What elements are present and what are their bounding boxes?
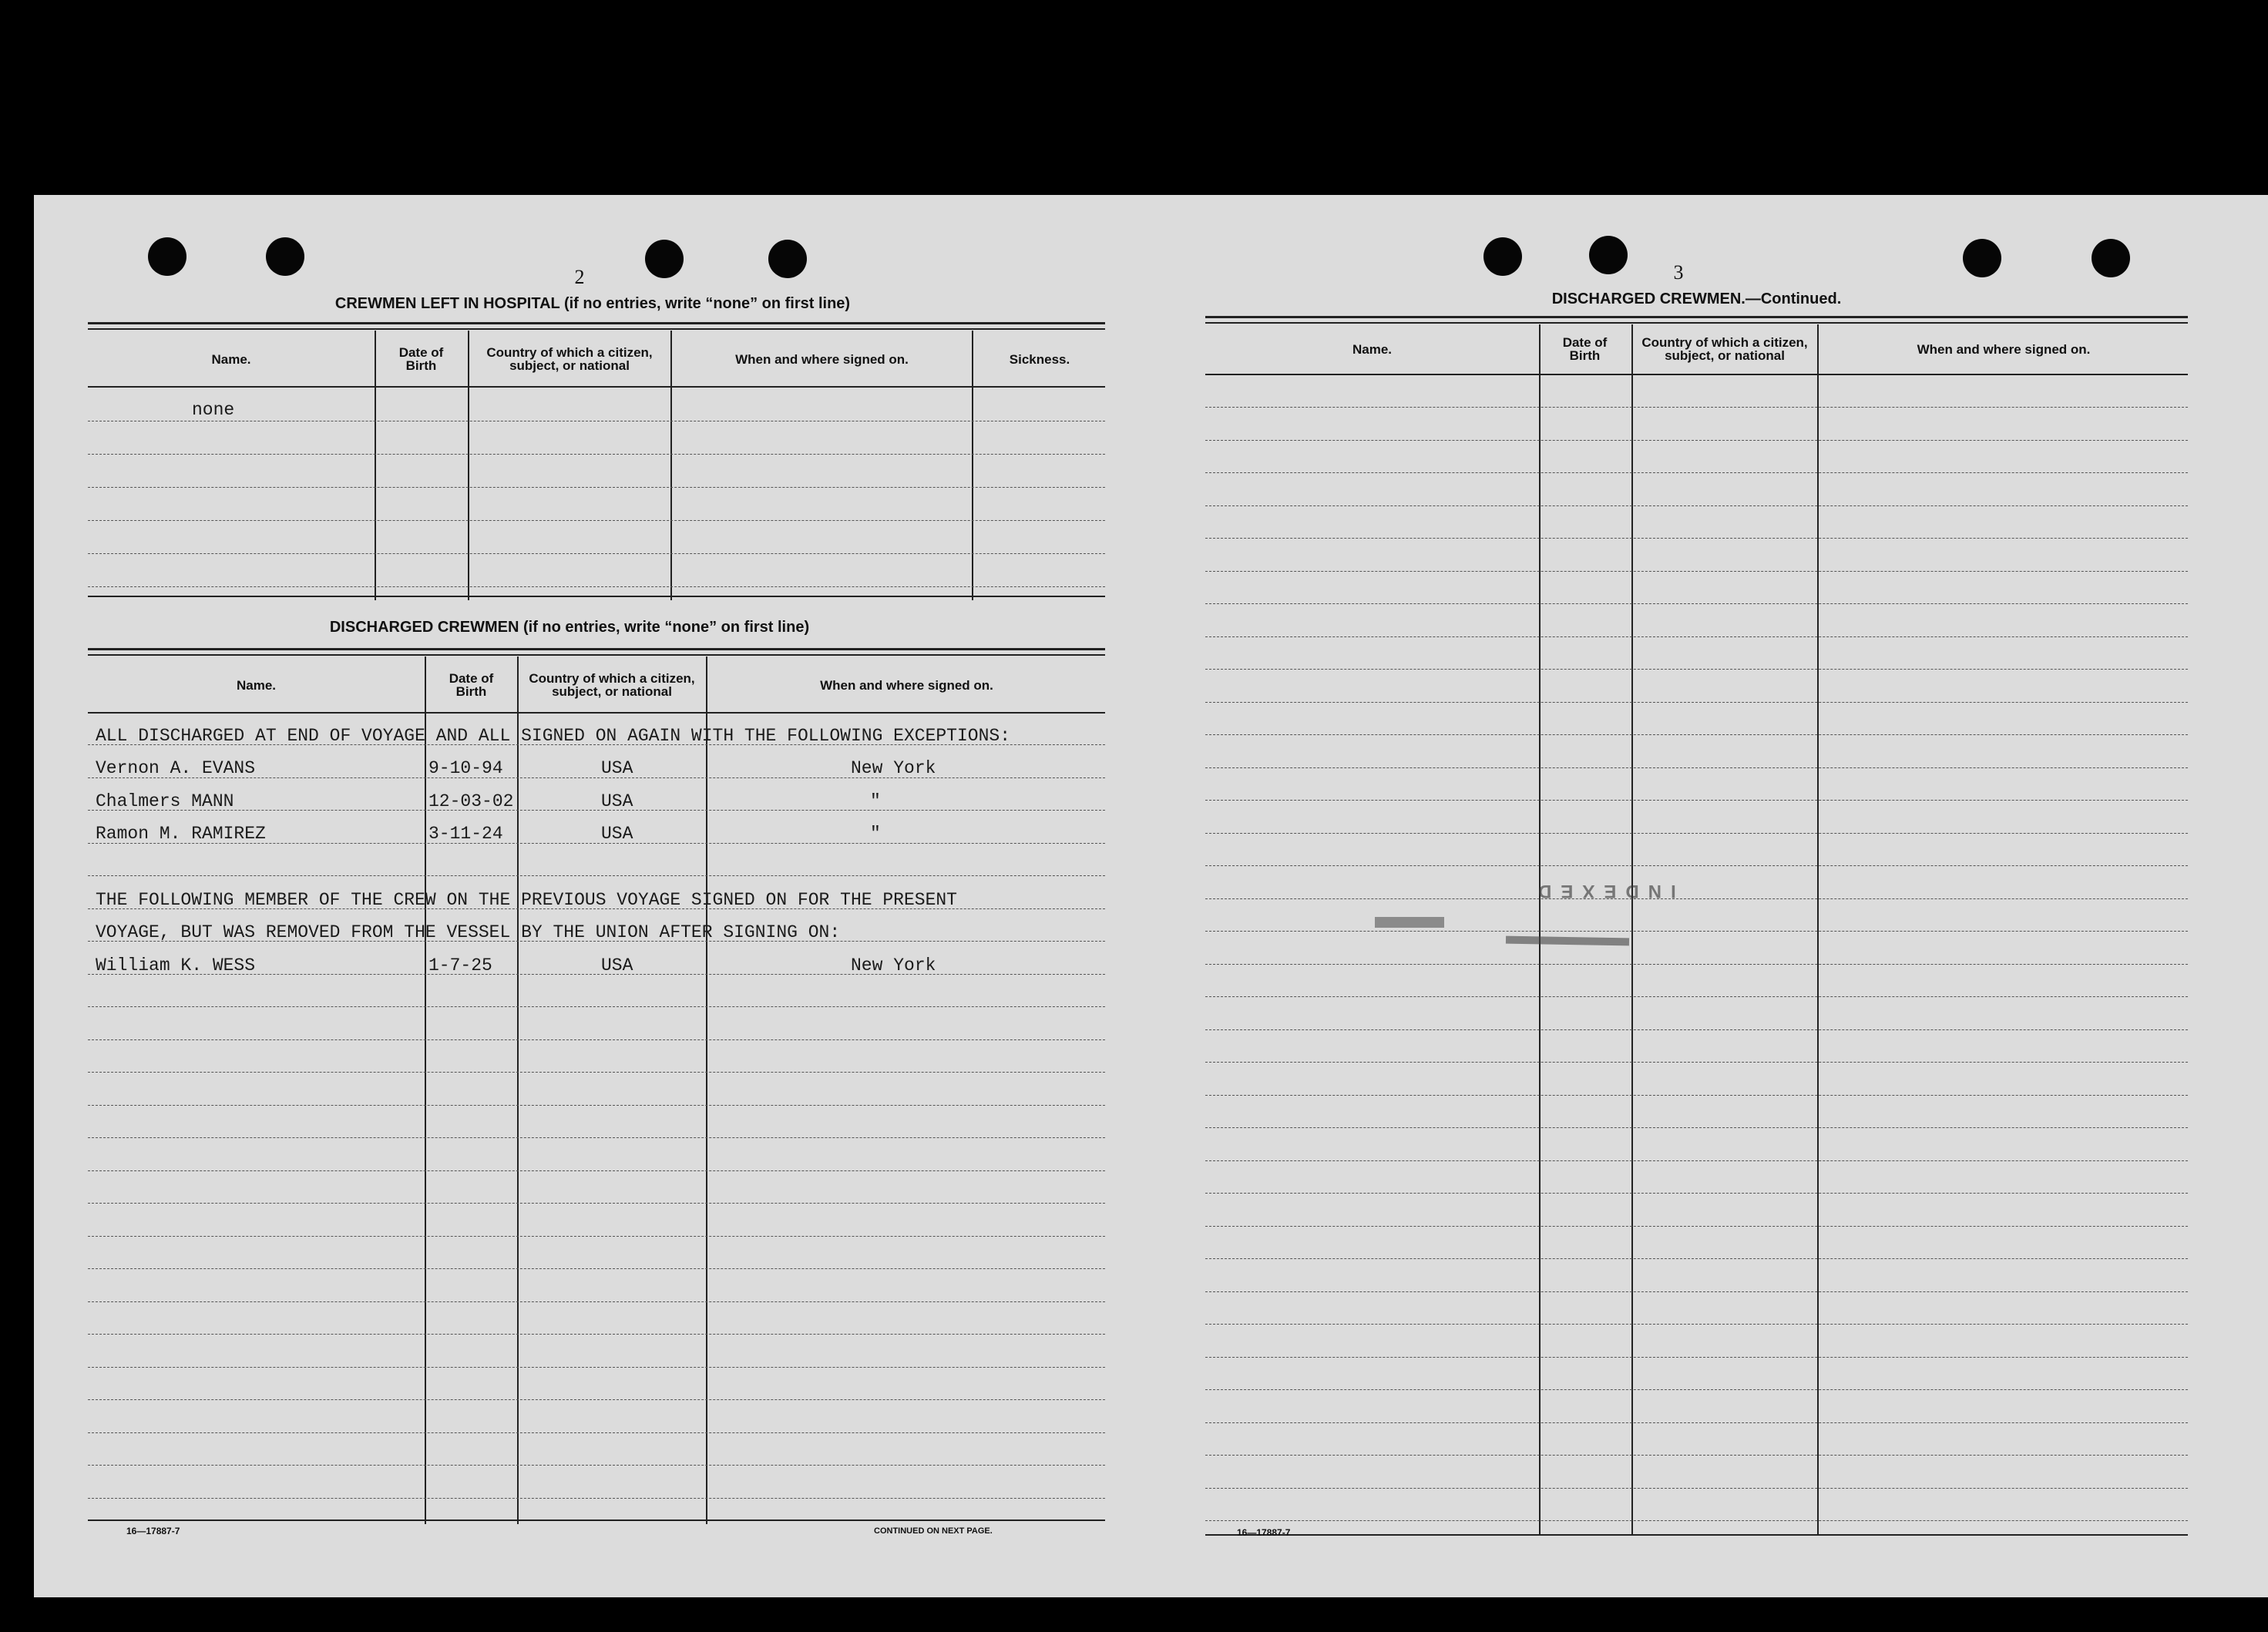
crew-dob: 9-10-94 — [428, 758, 503, 778]
entry-line — [1205, 1357, 2188, 1358]
entry-line — [1205, 1226, 2188, 1227]
entry-line — [1205, 1160, 2188, 1161]
entry-line — [1205, 1324, 2188, 1325]
entry-line — [88, 454, 1105, 455]
column-header-dob: Date of Birth — [449, 671, 494, 699]
column-header-name: Name. — [211, 351, 251, 367]
entry-line — [88, 1236, 1105, 1237]
entry-line — [88, 1203, 1105, 1204]
entry-line — [88, 875, 1105, 876]
column-divider — [670, 331, 672, 600]
entry-line — [1205, 996, 2188, 997]
column-divider — [517, 656, 519, 1524]
table-rule — [1205, 1534, 2188, 1536]
entry-line — [88, 1334, 1105, 1335]
crew-name: Ramon M. RAMIREZ — [96, 824, 266, 844]
table-rule — [1205, 322, 2188, 324]
entry-line — [88, 487, 1105, 488]
entry-line — [1205, 702, 2188, 703]
entry-line — [1205, 767, 2188, 768]
entry-line — [1205, 1193, 2188, 1194]
column-header-country: Country of which a citizen, subject, or national — [529, 671, 695, 699]
crew-dob: 3-11-24 — [428, 824, 503, 844]
entry-line — [1205, 1488, 2188, 1489]
entry-line — [1205, 571, 2188, 572]
entry-line — [88, 1367, 1105, 1368]
entry-line — [88, 1432, 1105, 1433]
crew-name: William K. WESS — [96, 955, 256, 976]
crew-country: USA — [601, 791, 633, 811]
punch-hole — [1483, 237, 1522, 276]
punch-hole — [1589, 236, 1628, 274]
page-number: 3 — [1673, 261, 1684, 284]
page-number: 2 — [574, 266, 585, 288]
document-sheet — [34, 195, 2268, 1597]
entry-line — [1205, 1291, 2188, 1292]
right-discharged-table — [1205, 316, 2188, 1536]
entry-line — [88, 1268, 1105, 1269]
column-divider — [425, 656, 426, 1524]
column-divider — [1631, 324, 1633, 1534]
entry-line — [88, 1170, 1105, 1171]
crew-signed: New York — [851, 758, 936, 778]
table-rule — [88, 654, 1105, 656]
crew-country: USA — [601, 824, 633, 844]
column-header-country: Country of which a citizen, subject, or national — [1641, 335, 1808, 363]
table-rule — [88, 328, 1105, 330]
column-divider — [972, 331, 973, 600]
entry-line — [1205, 1389, 2188, 1390]
column-divider — [375, 331, 376, 600]
entry-line — [1205, 472, 2188, 473]
entry-line — [1205, 865, 2188, 866]
header-rule — [88, 386, 1105, 388]
entry-line — [88, 1072, 1105, 1073]
discharged-title: DISCHARGED CREWMEN — [329, 619, 519, 636]
table-rule — [88, 596, 1105, 597]
entry-line — [88, 1465, 1105, 1466]
crew-name: Vernon A. EVANS — [96, 758, 256, 778]
entry-line — [1205, 440, 2188, 441]
column-header-signed: When and where signed on. — [820, 677, 993, 693]
entry-line — [88, 810, 1105, 811]
entry-line — [1205, 1258, 2188, 1259]
punch-hole — [645, 240, 684, 278]
entry-line — [88, 553, 1105, 554]
removed-note-line-2: VOYAGE, BUT WAS REMOVED FROM THE VESSEL BY THE UNION AFTER SIGNING ON: — [96, 922, 841, 942]
entry-line — [88, 1137, 1105, 1138]
entry-line — [88, 1399, 1105, 1400]
right-section-title: DISCHARGED CREWMEN.—Continued. — [1551, 290, 1842, 307]
entry-line — [1205, 669, 2188, 670]
punch-hole — [148, 237, 186, 276]
entry-line — [1205, 931, 2188, 932]
entry-line — [1205, 505, 2188, 506]
hospital-title: CREWMEN LEFT IN HOSPITAL — [334, 295, 560, 312]
header-rule — [1205, 374, 2188, 375]
entry-line — [88, 1039, 1105, 1040]
discharged-section-title — [88, 619, 1051, 636]
hospital-section-title — [88, 295, 1097, 313]
column-header-dob: Date of Birth — [1562, 335, 1608, 363]
discharged-note: (if no entries, write “none” on first line) — [522, 619, 810, 636]
entry-line — [1205, 1127, 2188, 1128]
form-code: 16—17887-7 — [1237, 1527, 1291, 1538]
hospital-note: (if no entries, write “none” on first line) — [563, 295, 851, 312]
punch-hole — [1963, 239, 2001, 277]
entry-line — [1205, 538, 2188, 539]
crew-dob: 1-7-25 — [428, 955, 492, 976]
crew-country: USA — [601, 758, 633, 778]
crew-dob: 12-03-02 — [428, 791, 514, 811]
exceptions-note: ALL DISCHARGED AT END OF VOYAGE AND ALL SIGNED ON AGAIN WITH THE FOLLOWING EXCEPTIONS: — [96, 726, 1010, 746]
column-header-country: Country of which a citizen, subject, or national — [486, 345, 653, 373]
table-rule — [88, 1520, 1105, 1521]
column-header-signed: When and where signed on. — [1917, 341, 2091, 357]
entry-line — [1205, 603, 2188, 604]
crew-country: USA — [601, 955, 633, 976]
hospital-entry: none — [192, 400, 235, 420]
form-code: 16—17887-7 — [126, 1526, 180, 1536]
page-2 — [34, 195, 1144, 1597]
column-header-sickness: Sickness. — [1009, 351, 1070, 367]
column-divider — [468, 331, 469, 600]
punch-hole — [266, 237, 304, 276]
removed-note-line-1: THE FOLLOWING MEMBER OF THE CREW ON THE PREVIOUS VOYAGE SIGNED ON FOR THE PRESENT — [96, 890, 957, 910]
entry-line — [1205, 1422, 2188, 1423]
entry-line — [1205, 1029, 2188, 1030]
column-divider — [706, 656, 707, 1524]
crew-signed: New York — [851, 955, 936, 976]
entry-line — [88, 1006, 1105, 1007]
entry-line — [1205, 636, 2188, 637]
column-header-name: Name. — [1352, 341, 1393, 357]
stamp-smudge — [1375, 917, 1444, 928]
entry-line — [1205, 1062, 2188, 1063]
entry-line — [88, 520, 1105, 521]
entry-line — [88, 1105, 1105, 1106]
entry-line — [88, 1498, 1105, 1499]
page-3 — [1144, 195, 2268, 1597]
punch-hole — [2092, 239, 2130, 277]
column-divider — [1817, 324, 1819, 1534]
entry-line — [1205, 407, 2188, 408]
crew-signed: " — [870, 824, 881, 844]
column-header-dob: Date of Birth — [398, 345, 444, 373]
entry-line — [1205, 1095, 2188, 1096]
entry-line — [1205, 833, 2188, 834]
column-header-signed: When and where signed on. — [735, 351, 909, 367]
entry-line — [1205, 964, 2188, 965]
entry-line — [1205, 1520, 2188, 1521]
crew-name: Chalmers MANN — [96, 791, 234, 811]
header-rule — [88, 712, 1105, 714]
entry-line — [1205, 1455, 2188, 1456]
indexed-stamp: INDEXED — [1529, 881, 1676, 902]
punch-hole — [768, 240, 807, 278]
entry-line — [1205, 734, 2188, 735]
column-divider — [1539, 324, 1541, 1534]
entry-line — [1205, 898, 2188, 899]
continued-note: CONTINUED ON NEXT PAGE. — [874, 1526, 993, 1536]
entry-line — [1205, 800, 2188, 801]
column-header-name: Name. — [236, 677, 277, 693]
entry-line — [88, 1301, 1105, 1302]
crew-signed: " — [870, 791, 881, 811]
entry-line — [88, 586, 1105, 587]
discharged-table — [88, 648, 1105, 1521]
